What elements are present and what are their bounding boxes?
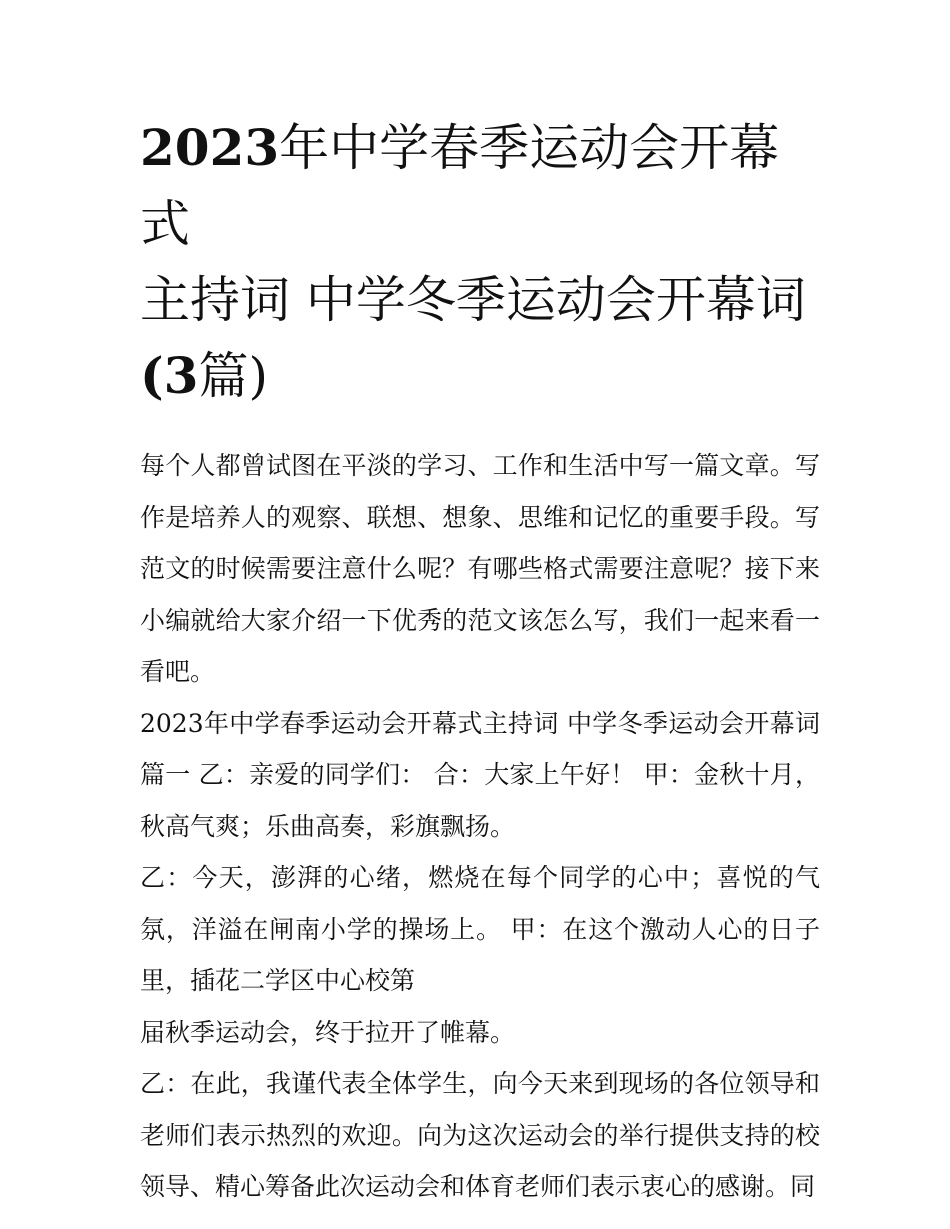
- body-paragraph-1: 2023年中学春季运动会开幕式主持词 中学冬季运动会开幕词篇一 乙：亲爱的同学们： 合：大家上午好！ 甲：金秋十月，秋高气爽；乐曲高奏，彩旗飘扬。: [140, 708, 820, 841]
- title-line3: 篇): [198, 347, 268, 405]
- body-paragraph-2: 乙：今天，澎湃的心绪，燃烧在每个同学的心中；喜悦的气氛，洋溢在闸南小学的操场上。 甲：在这个激动人心的日子里，插花二学区中心校第: [140, 863, 820, 995]
- body-paragraph-3: 届秋季运动会，终于拉开了帷幕。: [140, 1017, 516, 1047]
- title-count: (3: [140, 346, 199, 405]
- document-title: [140, 110, 820, 414]
- document-page: [140, 110, 820, 1213]
- intro-paragraph: 每个人都曾试图在平淡的学习、工作和生活中写一篇文章。写作是培养人的观察、联想、想象、思维和记忆的重要手段。写范文的时候需要注意什么呢？有哪些格式需要注意呢？接下来小编就给大家介绍一下优秀的范文该怎么写，我们一起来看一看吧。: [140, 451, 820, 686]
- title-line1: 年中学春季运动会开幕式: [140, 119, 780, 253]
- body-paragraph-4: 乙：在此，我谨代表全体学生，向今天来到现场的各位领导和老师们表示热烈的欢迎。向为这次运动会的举行提供支持的校领导、精心筹备此次运动会和体育老师们表示衷心的感谢。同: [140, 1069, 820, 1201]
- title-year: 2023: [140, 118, 280, 177]
- title-line2: 主持词 中学冬季运动会开幕词: [140, 271, 806, 329]
